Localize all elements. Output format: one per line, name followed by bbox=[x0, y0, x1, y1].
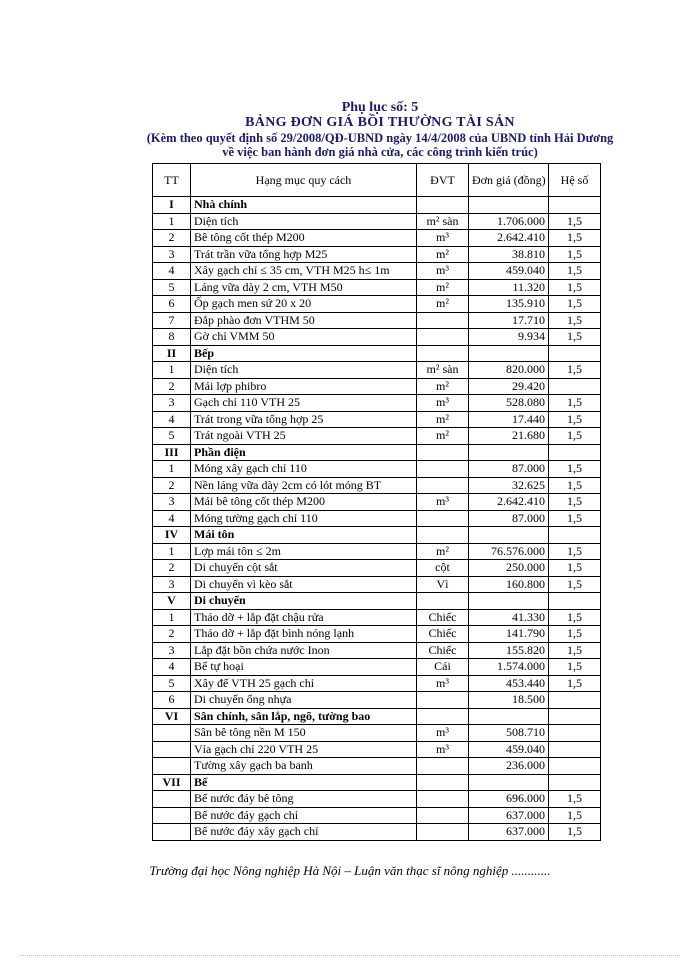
cell-price bbox=[469, 774, 549, 791]
cell-price: 17.710 bbox=[469, 312, 549, 329]
cell-tt: 1 bbox=[153, 609, 191, 626]
table-row bbox=[153, 626, 601, 643]
cell-price: 528.080 bbox=[469, 395, 549, 412]
table-row bbox=[153, 329, 601, 346]
table-row bbox=[153, 395, 601, 412]
cell-item: Xây gạch chỉ ≤ 35 cm, VTH M25 h≤ 1m bbox=[191, 263, 417, 280]
cell-coef: 1,5 bbox=[549, 609, 601, 626]
cell-tt bbox=[153, 725, 191, 742]
cell-tt: 4 bbox=[153, 263, 191, 280]
section-row bbox=[153, 593, 601, 610]
cell-price: 135.910 bbox=[469, 296, 549, 313]
cell-price: 87.000 bbox=[469, 510, 549, 527]
cell-unit: m² bbox=[417, 296, 469, 313]
cell-coef: 1,5 bbox=[549, 675, 601, 692]
table-row bbox=[153, 263, 601, 280]
section-row bbox=[153, 774, 601, 791]
cell-price: 141.790 bbox=[469, 626, 549, 643]
table-row bbox=[153, 642, 601, 659]
table-row bbox=[153, 543, 601, 560]
cell-coef: 1,5 bbox=[549, 477, 601, 494]
cell-tt bbox=[153, 807, 191, 824]
cell-coef: 1,5 bbox=[549, 642, 601, 659]
table-row bbox=[153, 510, 601, 527]
cell-tt bbox=[153, 791, 191, 808]
cell-coef: 1,5 bbox=[549, 263, 601, 280]
cell-item: Diện tích bbox=[191, 362, 417, 379]
cell-unit bbox=[417, 807, 469, 824]
cell-unit: Vì bbox=[417, 576, 469, 593]
cell-coef: 1,5 bbox=[549, 312, 601, 329]
cell-tt: 4 bbox=[153, 659, 191, 676]
cell-tt: 3 bbox=[153, 642, 191, 659]
cell-item: Đắp phào đơn VTHM 50 bbox=[191, 312, 417, 329]
cell-unit: m² sàn bbox=[417, 362, 469, 379]
cell-tt: 2 bbox=[153, 626, 191, 643]
cell-item: Láng vữa dày 2 cm, VTH M50 bbox=[191, 279, 417, 296]
cell-tt: 1 bbox=[153, 213, 191, 230]
cell-coef: 1,5 bbox=[549, 279, 601, 296]
cell-price: 9.934 bbox=[469, 329, 549, 346]
table-row bbox=[153, 824, 601, 841]
cell-price: 32.625 bbox=[469, 477, 549, 494]
cell-price bbox=[469, 527, 549, 544]
table-row bbox=[153, 296, 601, 313]
cell-unit: Cái bbox=[417, 659, 469, 676]
cell-price: 637.000 bbox=[469, 807, 549, 824]
cell-coef: 1,5 bbox=[549, 411, 601, 428]
cell-tt: 3 bbox=[153, 494, 191, 511]
cell-coef bbox=[549, 692, 601, 709]
cell-item: Tháo dỡ + lắp đặt bình nóng lạnh bbox=[191, 626, 417, 643]
cell-unit: m² bbox=[417, 279, 469, 296]
cell-unit bbox=[417, 593, 469, 610]
cell-item: Tháo dỡ + lắp đặt chậu rửa bbox=[191, 609, 417, 626]
cell-tt bbox=[153, 741, 191, 758]
cell-coef: 1,5 bbox=[549, 824, 601, 841]
price-table bbox=[152, 163, 601, 841]
cell-coef: 1,5 bbox=[549, 428, 601, 445]
section-row bbox=[153, 197, 601, 214]
cell-price: 41.330 bbox=[469, 609, 549, 626]
cell-tt bbox=[153, 758, 191, 775]
cell-tt: 2 bbox=[153, 477, 191, 494]
cell-item: Trát trần vữa tổng hợp M25 bbox=[191, 246, 417, 263]
cell-price: 250.000 bbox=[469, 560, 549, 577]
cell-unit: m² bbox=[417, 378, 469, 395]
table-row bbox=[153, 807, 601, 824]
cell-tt: 2 bbox=[153, 230, 191, 247]
table-row bbox=[153, 213, 601, 230]
cell-price: 29.420 bbox=[469, 378, 549, 395]
cell-item: Sân chính, sân lắp, ngõ, tường bao bbox=[191, 708, 417, 725]
cell-tt: 2 bbox=[153, 378, 191, 395]
cell-unit: Chiếc bbox=[417, 609, 469, 626]
cell-coef: 1,5 bbox=[549, 659, 601, 676]
cell-price: 17.440 bbox=[469, 411, 549, 428]
cell-item: Trát trong vữa tổng hợp 25 bbox=[191, 411, 417, 428]
cell-item: Trát ngoài VTH 25 bbox=[191, 428, 417, 445]
table-row bbox=[153, 576, 601, 593]
cell-item: Bể nước đáy gạch chỉ bbox=[191, 807, 417, 824]
cell-coef bbox=[549, 527, 601, 544]
document-title: BẢNG ĐƠN GIÁ BỒI THƯỜNG TÀI SẢN bbox=[245, 115, 515, 130]
cell-price: 76.576.000 bbox=[469, 543, 549, 560]
cell-tt: V bbox=[153, 593, 191, 610]
cell-item: Di chuyển cột sắt bbox=[191, 560, 417, 577]
cell-price: 696.000 bbox=[469, 791, 549, 808]
cell-item: Bể tự hoại bbox=[191, 659, 417, 676]
section-row bbox=[153, 708, 601, 725]
table-row bbox=[153, 246, 601, 263]
section-row bbox=[153, 345, 601, 362]
cell-price: 453.440 bbox=[469, 675, 549, 692]
cell-unit bbox=[417, 444, 469, 461]
cell-price: 637.000 bbox=[469, 824, 549, 841]
cell-unit bbox=[417, 461, 469, 478]
cell-tt: 6 bbox=[153, 296, 191, 313]
table-row bbox=[153, 791, 601, 808]
cell-tt: VI bbox=[153, 708, 191, 725]
cell-coef bbox=[549, 593, 601, 610]
cell-item: Gạch chỉ 110 VTH 25 bbox=[191, 395, 417, 412]
cell-tt: 2 bbox=[153, 560, 191, 577]
cell-price bbox=[469, 593, 549, 610]
cell-unit: m² bbox=[417, 543, 469, 560]
cell-price bbox=[469, 444, 549, 461]
cell-unit: cột bbox=[417, 560, 469, 577]
cell-unit: m² sàn bbox=[417, 213, 469, 230]
cell-tt: 5 bbox=[153, 279, 191, 296]
cell-tt: 4 bbox=[153, 411, 191, 428]
cell-tt: IV bbox=[153, 527, 191, 544]
cell-item: Sân bê tông nền M 150 bbox=[191, 725, 417, 742]
table-row bbox=[153, 378, 601, 395]
cell-tt: 7 bbox=[153, 312, 191, 329]
cell-unit: m² bbox=[417, 411, 469, 428]
cell-coef bbox=[549, 378, 601, 395]
cell-coef: 1,5 bbox=[549, 362, 601, 379]
cell-tt: I bbox=[153, 197, 191, 214]
cell-coef: 1,5 bbox=[549, 230, 601, 247]
cell-unit bbox=[417, 477, 469, 494]
cell-tt bbox=[153, 824, 191, 841]
cell-tt: 1 bbox=[153, 362, 191, 379]
cell-price: 236.000 bbox=[469, 758, 549, 775]
cell-coef bbox=[549, 774, 601, 791]
cell-item: Diện tích bbox=[191, 213, 417, 230]
header-tt: TT bbox=[153, 164, 191, 197]
cell-unit bbox=[417, 329, 469, 346]
header-coef: Hệ số bbox=[549, 164, 601, 197]
table-body bbox=[153, 197, 601, 841]
cell-price bbox=[469, 345, 549, 362]
cell-unit: m³ bbox=[417, 230, 469, 247]
cell-coef: 1,5 bbox=[549, 807, 601, 824]
cell-item: Lợp mái tôn ≤ 2m bbox=[191, 543, 417, 560]
cell-item: Phần điện bbox=[191, 444, 417, 461]
cell-item: Mái tôn bbox=[191, 527, 417, 544]
cell-price: 820.000 bbox=[469, 362, 549, 379]
cell-price: 21.680 bbox=[469, 428, 549, 445]
cell-unit bbox=[417, 527, 469, 544]
cell-tt: III bbox=[153, 444, 191, 461]
cell-item: Bể nước đáy xây gạch chỉ bbox=[191, 824, 417, 841]
cell-unit: m³ bbox=[417, 741, 469, 758]
cell-tt: 3 bbox=[153, 395, 191, 412]
cell-unit: m³ bbox=[417, 263, 469, 280]
table-row bbox=[153, 692, 601, 709]
cell-item: Di chuyển bbox=[191, 593, 417, 610]
section-row bbox=[153, 527, 601, 544]
cell-coef bbox=[549, 345, 601, 362]
cell-item: Bếp bbox=[191, 345, 417, 362]
cell-price: 459.040 bbox=[469, 741, 549, 758]
cell-unit bbox=[417, 197, 469, 214]
cell-unit: m³ bbox=[417, 395, 469, 412]
cell-tt: VII bbox=[153, 774, 191, 791]
table-row bbox=[153, 230, 601, 247]
cell-coef bbox=[549, 197, 601, 214]
cell-unit: m³ bbox=[417, 675, 469, 692]
cell-item: Tường xây gạch ba banh bbox=[191, 758, 417, 775]
cell-item: Mái bê tông cốt thép M200 bbox=[191, 494, 417, 511]
table-row bbox=[153, 411, 601, 428]
cell-item: Bể nước đáy bê tông bbox=[191, 791, 417, 808]
cell-price: 87.000 bbox=[469, 461, 549, 478]
cell-price: 1.574.000 bbox=[469, 659, 549, 676]
cell-unit bbox=[417, 692, 469, 709]
cell-item: Nhà chính bbox=[191, 197, 417, 214]
cell-tt: 5 bbox=[153, 675, 191, 692]
cell-price: 459.040 bbox=[469, 263, 549, 280]
cell-tt: 1 bbox=[153, 543, 191, 560]
cell-unit: Chiếc bbox=[417, 626, 469, 643]
cell-item: Di chuyển vì kèo sắt bbox=[191, 576, 417, 593]
cell-coef bbox=[549, 741, 601, 758]
cell-item: Nền láng vữa dày 2cm có lót móng BT bbox=[191, 477, 417, 494]
table-row bbox=[153, 279, 601, 296]
cell-coef: 1,5 bbox=[549, 543, 601, 560]
cell-coef bbox=[549, 725, 601, 742]
cell-tt: 5 bbox=[153, 428, 191, 445]
table-row bbox=[153, 659, 601, 676]
table-row bbox=[153, 560, 601, 577]
cell-unit: m² bbox=[417, 428, 469, 445]
cell-item: Mái lợp phibro bbox=[191, 378, 417, 395]
cell-tt: 4 bbox=[153, 510, 191, 527]
cell-unit: m³ bbox=[417, 494, 469, 511]
table-row bbox=[153, 312, 601, 329]
cell-coef: 1,5 bbox=[549, 576, 601, 593]
cell-price: 11.320 bbox=[469, 279, 549, 296]
cell-tt: 6 bbox=[153, 692, 191, 709]
table-row bbox=[153, 609, 601, 626]
cell-unit: m² bbox=[417, 246, 469, 263]
cell-item: Gờ chỉ VMM 50 bbox=[191, 329, 417, 346]
table-row bbox=[153, 461, 601, 478]
section-row bbox=[153, 444, 601, 461]
cell-unit bbox=[417, 510, 469, 527]
cell-item: Vỉa gạch chỉ 220 VTH 25 bbox=[191, 741, 417, 758]
cell-item: Lắp đặt bồn chứa nước Inon bbox=[191, 642, 417, 659]
table-row bbox=[153, 428, 601, 445]
header-unit: ĐVT bbox=[417, 164, 469, 197]
cell-tt: 3 bbox=[153, 576, 191, 593]
cell-price: 2.642.410 bbox=[469, 230, 549, 247]
cell-coef bbox=[549, 708, 601, 725]
cell-price: 1.706.000 bbox=[469, 213, 549, 230]
cell-item: Móng xây gạch chỉ 110 bbox=[191, 461, 417, 478]
cell-tt: 1 bbox=[153, 461, 191, 478]
header-price: Đơn giá (đồng) bbox=[469, 164, 549, 197]
cell-unit: m³ bbox=[417, 725, 469, 742]
appendix-label: Phụ lục số: 5 bbox=[341, 100, 419, 115]
cell-coef bbox=[549, 758, 601, 775]
cell-item: Bể bbox=[191, 774, 417, 791]
cell-tt: 3 bbox=[153, 246, 191, 263]
cell-coef: 1,5 bbox=[549, 494, 601, 511]
cell-item: Móng tường gạch chỉ 110 bbox=[191, 510, 417, 527]
table-row bbox=[153, 477, 601, 494]
table-row bbox=[153, 362, 601, 379]
cell-coef: 1,5 bbox=[549, 461, 601, 478]
cell-coef: 1,5 bbox=[549, 395, 601, 412]
cell-price: 18.500 bbox=[469, 692, 549, 709]
cell-item: Ốp gạch men sứ 20 x 20 bbox=[191, 296, 417, 313]
cell-coef: 1,5 bbox=[549, 791, 601, 808]
table-row bbox=[153, 758, 601, 775]
cell-price bbox=[469, 708, 549, 725]
header-item: Hạng mục quy cách bbox=[191, 164, 417, 197]
cell-unit bbox=[417, 791, 469, 808]
table-row bbox=[153, 675, 601, 692]
cell-tt: II bbox=[153, 345, 191, 362]
cell-coef: 1,5 bbox=[549, 246, 601, 263]
table-row bbox=[153, 741, 601, 758]
cell-unit bbox=[417, 312, 469, 329]
cell-price bbox=[469, 197, 549, 214]
cell-tt: 8 bbox=[153, 329, 191, 346]
cell-price: 508.710 bbox=[469, 725, 549, 742]
cell-coef: 1,5 bbox=[549, 329, 601, 346]
cell-item: Xây đế VTH 25 gạch chỉ bbox=[191, 675, 417, 692]
cell-coef bbox=[549, 444, 601, 461]
page-footer: Trường đại học Nông nghiệp Hà Nội – Luận văn thạc sĩ nông nghiệp ............ bbox=[149, 863, 551, 878]
cell-price: 160.800 bbox=[469, 576, 549, 593]
cell-unit bbox=[417, 774, 469, 791]
page-bottom-rule bbox=[20, 955, 680, 956]
table-row bbox=[153, 494, 601, 511]
cell-item: Di chuyển ống nhựa bbox=[191, 692, 417, 709]
cell-unit bbox=[417, 345, 469, 362]
cell-item: Bê tông cốt thép M200 bbox=[191, 230, 417, 247]
table-row bbox=[153, 725, 601, 742]
cell-unit bbox=[417, 824, 469, 841]
cell-price: 38.810 bbox=[469, 246, 549, 263]
cell-coef: 1,5 bbox=[549, 626, 601, 643]
table-header-row bbox=[153, 164, 601, 197]
cell-price: 155.820 bbox=[469, 642, 549, 659]
cell-unit bbox=[417, 708, 469, 725]
cell-coef: 1,5 bbox=[549, 510, 601, 527]
cell-coef: 1,5 bbox=[549, 213, 601, 230]
cell-coef: 1,5 bbox=[549, 560, 601, 577]
cell-coef: 1,5 bbox=[549, 296, 601, 313]
document-subtitle: (Kèm theo quyết định số 29/2008/QĐ-UBND ngày 14/4/2008 của UBND tỉnh Hải Dương về việc ban hành đơn giá nhà cửa, các công trình kiến trúc) bbox=[146, 131, 614, 159]
cell-unit: Chiếc bbox=[417, 642, 469, 659]
cell-price: 2.642.410 bbox=[469, 494, 549, 511]
cell-unit bbox=[417, 758, 469, 775]
